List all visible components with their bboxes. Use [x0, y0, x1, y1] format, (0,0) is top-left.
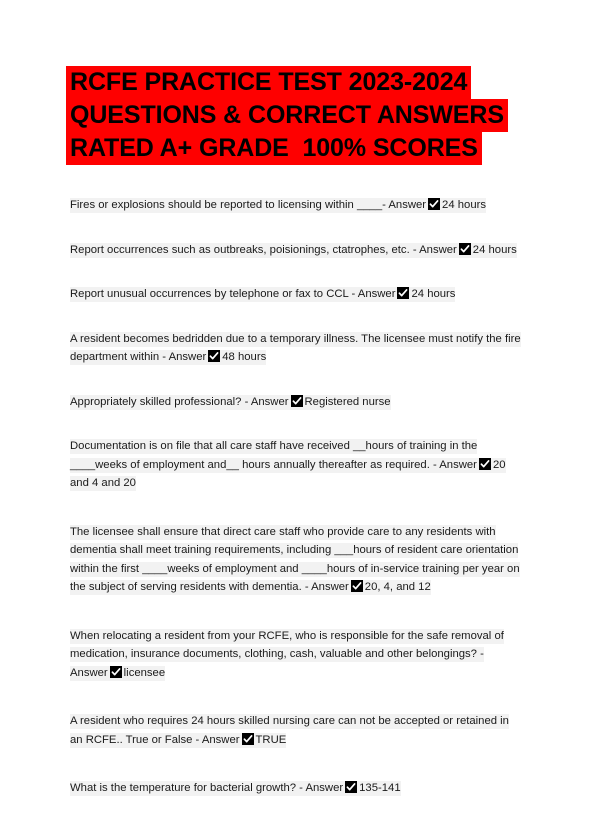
checkbox-checked-icon	[291, 395, 303, 407]
title-line-2	[66, 99, 506, 132]
question-text: Documentation is on file that all care staff have received __hours of training in the ____weeks of employment and__ hours annually thereafter as required. - Answer	[70, 440, 478, 471]
qa-list	[70, 196, 522, 816]
checkbox-checked-icon	[397, 287, 409, 299]
answer-text: 48 hours	[222, 351, 267, 363]
checkbox-checked-icon	[208, 350, 220, 362]
checkbox-checked-icon	[459, 243, 471, 255]
answer-text: 20 and 4 and 20	[70, 458, 506, 489]
question-text: When relocating a resident from your RCFE, who is responsible for the safe removal of medication, insurance documents, clothing, cash, valuable and other belongings? - Answer	[70, 629, 504, 679]
qa-item	[70, 523, 522, 597]
question-text: What is the temperature for bacterial growth? - Answer	[70, 782, 344, 794]
question-text: The licensee shall ensure that direct care staff who provide care to any residents with dementia shall meet training requirements, including ___hours of resident care orientation within the first ____weeks of employment and ____hours of in-service training per year on the subject of serving residents with dementia. - Answer	[70, 525, 520, 593]
qa-item	[70, 779, 522, 798]
answer-text: 24 hours	[411, 288, 456, 300]
qa-item	[70, 627, 522, 683]
checkbox-checked-icon	[479, 458, 491, 470]
answer-text: 24 hours	[472, 243, 517, 256]
qa-item	[70, 437, 522, 493]
answer-text: 135-141	[359, 782, 401, 794]
title-line-3	[66, 132, 506, 165]
question-text: Appropriately skilled professional? - Answer	[70, 395, 289, 408]
question-text: Report occurrences such as outbreaks, poisionings, ctatrophes, etc. - Answer	[70, 243, 457, 256]
qa-item	[70, 393, 522, 412]
answer-text: licensee	[123, 666, 166, 679]
qa-item	[70, 330, 522, 367]
checkbox-checked-icon	[428, 198, 440, 210]
checkbox-checked-icon	[351, 580, 363, 592]
title-highlight-3: RATED A+ GRADE 100% SCORES	[66, 132, 482, 165]
question-text: Report unusual occurrences by telephone or fax to CCL - Answer	[70, 288, 396, 300]
title-line-1	[66, 66, 506, 99]
title-highlight-2: QUESTIONS & CORRECT ANSWERS	[66, 99, 508, 132]
qa-item	[70, 712, 522, 749]
title-highlight-1: RCFE PRACTICE TEST 2023-2024	[66, 66, 471, 99]
document-title	[66, 66, 506, 165]
answer-text: Registered nurse	[304, 395, 391, 408]
checkbox-checked-icon	[345, 781, 357, 793]
question-text: A resident becomes bedridden due to a temporary illness. The licensee must notify the fire department within - Answer	[70, 332, 521, 363]
checkbox-checked-icon	[242, 733, 254, 745]
question-text: Fires or explosions should be reported to licensing within ____- Answer	[70, 199, 427, 211]
question-text: A resident who requires 24 hours skilled nursing care can not be accepted or retained in an RCFE.. True or False - Answer	[70, 715, 509, 746]
answer-text: TRUE	[255, 733, 287, 746]
qa-item	[70, 196, 522, 215]
qa-item	[70, 285, 522, 304]
qa-item	[70, 241, 522, 260]
checkbox-checked-icon	[110, 666, 122, 678]
answer-text: 24 hours	[442, 199, 487, 211]
answer-text: 20, 4, and 12	[364, 581, 431, 593]
